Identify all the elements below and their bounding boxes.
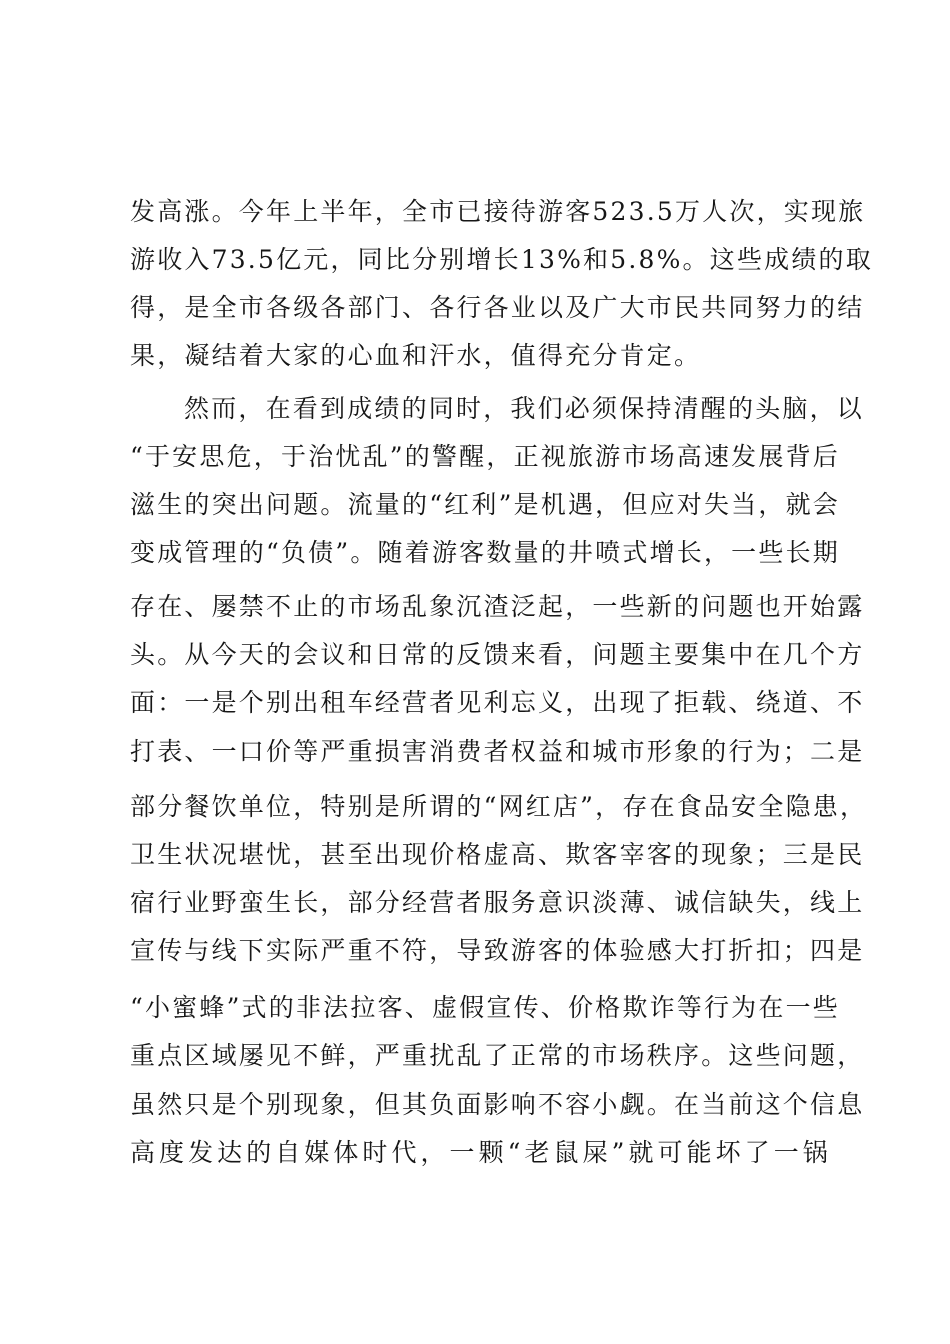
text-line: 高度发达的自媒体时代，一颗“老鼠屎”就可能坏了一锅 xyxy=(130,1138,830,1167)
text-line: 部分餐饮单位，特别是所谓的“网红店”，存在食品安全隐患， xyxy=(130,792,868,821)
text-line: 宣传与线下实际严重不符，导致游客的体验感大打折扣；四是 xyxy=(130,936,865,965)
text-line: 变成管理的“负债”。随着游客数量的井喷式增长，一些长期 xyxy=(130,538,840,567)
text-line: 游收入73.5亿元，同比分别增长13%和5.8%。这些成绩的取 xyxy=(130,245,873,274)
text-line: 存在、屡禁不止的市场乱象沉渣泛起，一些新的问题也开始露 xyxy=(130,592,865,621)
text-line: 果，凝结着大家的心血和汗水，值得充分肯定。 xyxy=(130,341,702,370)
text-line: “小蜜蜂”式的非法拉客、虚假宣传、价格欺诈等行为在一些 xyxy=(130,993,840,1022)
text-line: 头。从今天的会议和日常的反馈来看，问题主要集中在几个方 xyxy=(130,640,865,669)
text-line: 重点区域屡见不鲜，严重扰乱了正常的市场秩序。这些问题， xyxy=(130,1041,865,1070)
text-line: “于安思危，于治忧乱”的警醒，正视旅游市场高速发展背后 xyxy=(130,442,840,471)
text-line: 宿行业野蛮生长，部分经营者服务意识淡薄、诚信缺失，线上 xyxy=(130,888,865,917)
text-line: 滋生的突出问题。流量的“红利”是机遇，但应对失当，就会 xyxy=(130,490,840,519)
text-line: 虽然只是个别现象，但其负面影响不容小觑。在当前这个信息 xyxy=(130,1090,865,1119)
text-line: 发高涨。今年上半年，全市已接待游客523.5万人次，实现旅 xyxy=(130,197,866,226)
text-line: 卫生状况堪忧，甚至出现价格虚高、欺客宰客的现象；三是民 xyxy=(130,840,865,869)
text-line-indented: 然而，在看到成绩的同时，我们必须保持清醒的头脑，以 xyxy=(184,394,865,423)
text-line: 面：一是个别出租车经营者见利忘义，出现了拒载、绕道、不 xyxy=(130,688,865,717)
text-line: 打表、一口价等严重损害消费者权益和城市形象的行为；二是 xyxy=(130,737,865,766)
text-line: 得，是全市各级各部门、各行各业以及广大市民共同努力的结 xyxy=(130,293,865,322)
